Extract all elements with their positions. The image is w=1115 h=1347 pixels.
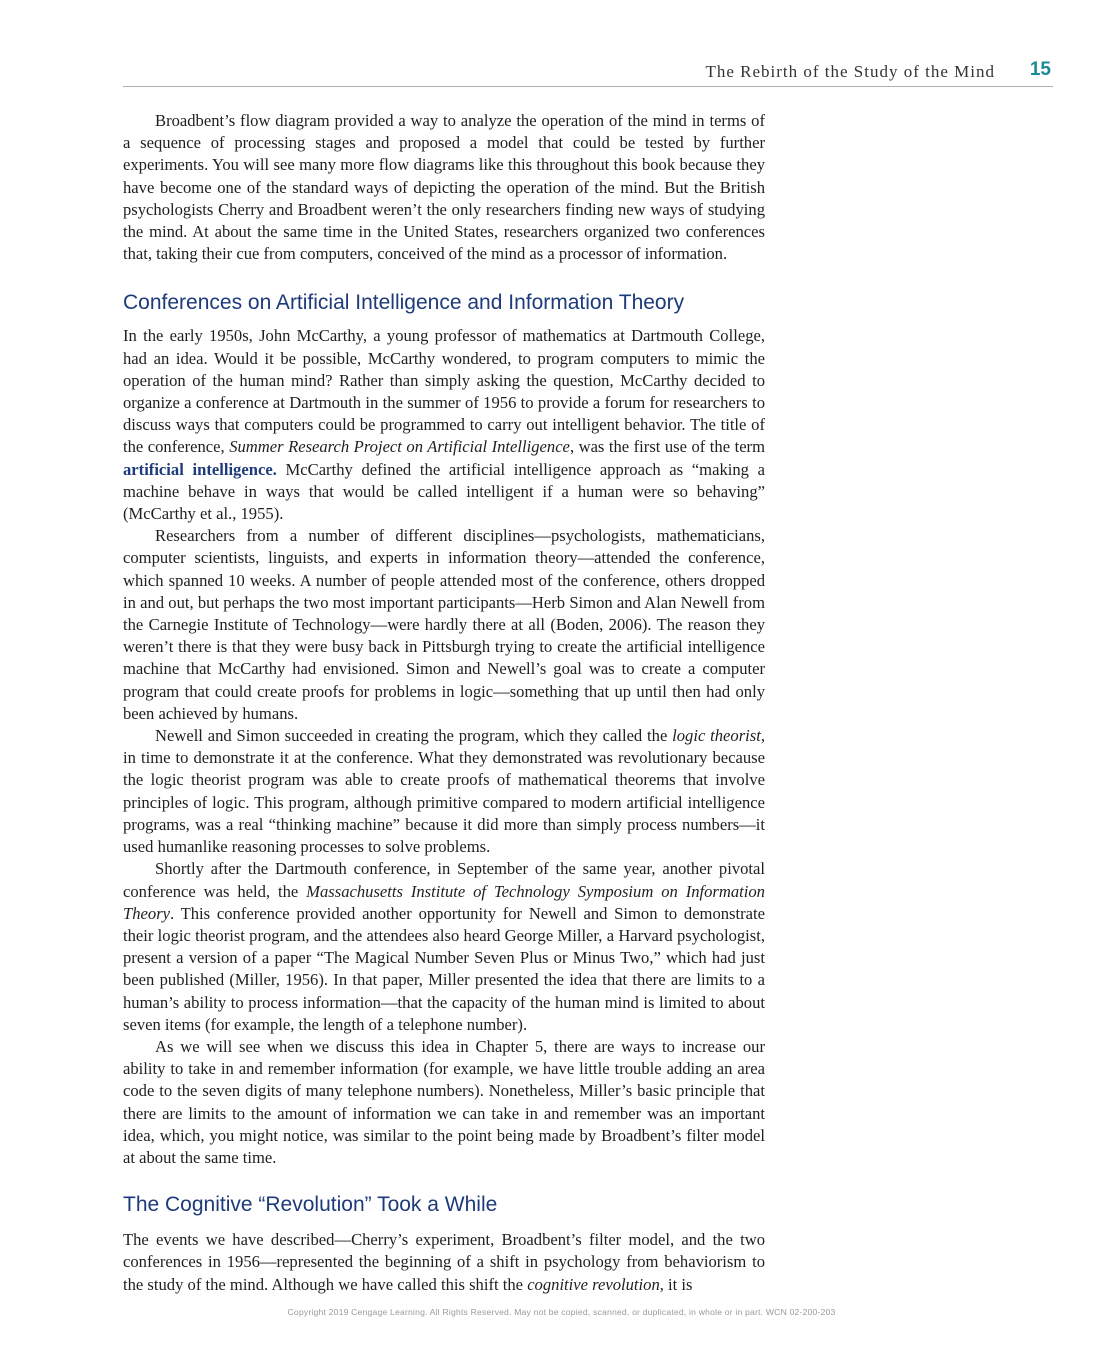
page-number: 15	[1029, 59, 1051, 80]
running-title: The Rebirth of the Study of the Mind	[705, 62, 995, 81]
paragraph-2-text-c: McCarthy defined the artificial intelligence approach as “making a machine behave in ways that would be called intelligent if a human were so behaving” (McCarthy et al., 1955).	[123, 459, 765, 524]
key-term-artificial-intelligence: artificial intelligence.	[123, 459, 277, 479]
section-heading-cognitive-revolution: The Cognitive “Revolution” Took a While	[123, 1193, 498, 1217]
paragraph-7-text-b: , it is	[659, 1274, 693, 1294]
paragraph-3: Researchers from a number of different disciplines—psychologists, mathematicians, computer scientists, linguists, and experts in information theory—attended the conference, which spanned 10 weeks. A number of people attended most of the conference, others dropped in and out, but perhaps the two most important participants—Herb Simon and Alan Newell from the Carnegie Institute of Technology—were hardly there at all (Boden, 2006). The reason they weren’t there is that they were busy back in Pittsburgh trying to create the artificial intelligence machine that McCarthy had envisioned. Simon and Newell’s goal was to create a computer program that could create proofs for problems in logic—something that up until then had only been achieved by humans.	[123, 526, 765, 723]
paragraph-2-text-b: , was the first use of the term	[569, 437, 765, 457]
paragraph-1: Broadbent’s flow diagram provided a way to analyze the operation of the mind in terms of a sequence of processing stages and proposed a model that could be tested by further experiments. You will see many more flow diagrams like this throughout this book because they have become one of the standard ways of depicting the operation of the mind. But the British psychologists Cherry and Broadbent weren’t the only researchers finding new ways of studying the mind. At about the same time in the United States, researchers organized two conferences that, taking their cue from computers, conceived of the mind as a processor of information.	[123, 111, 765, 264]
copyright-text: Copyright 2019 Cengage Learning. All Rights Reserved. May not be copied, scanned, or duplicated, in whole or in part. WCN 02-200-203	[287, 1307, 836, 1317]
section-heading-conferences: Conferences on Artificial Intelligence and Information Theory	[123, 291, 685, 315]
paragraph-5-text-b: . This conference provided another opportunity for Newell and Simon to demonstrate their logic theorist program, and the attendees also heard George Miller, a Harvard psychologist, present a version of a paper “The Magical Number Seven Plus or Minus Two,” which had just been published (Miller, 1956). In that paper, Miller presented the idea that there are limits to a human’s ability to process information—that the capacity of the human mind is limited to about seven items (for example, the length of a telephone number).	[123, 903, 765, 1034]
paragraph-2	[123, 325, 765, 525]
paragraph-4-text-b: , in time to demonstrate it at the conference. What they demonstrated was revolutionary because the logic theorist program was able to create proofs of mathematical theorems that involve principles of logic. This program, although primitive compared to modern artificial intelligence programs, was a real “thinking machine” because it did more than simply process numbers—it used humanlike reasoning processes to solve problems.	[123, 726, 765, 857]
paragraph-6: As we will see when we discuss this idea in Chapter 5, there are ways to increase our ability to take in and remember information (for example, we have little trouble adding an area code to the seven digits of many telephone numbers). Nonetheless, Miller’s basic principle that there are limits to the amount of information we can take in and remember was an important idea, which, you might notice, was similar to the point being made by Broadbent’s filter model at about the same time.	[123, 1036, 765, 1167]
conference-title: Summer Research Project on Artificial Intelligence	[229, 437, 570, 457]
paragraph-4	[123, 725, 765, 858]
paragraph-4-text-a: Newell and Simon succeeded in creating the program, which they called the	[155, 726, 673, 746]
paragraph-7-text-a: The events we have described—Cherry’s experiment, Broadbent’s filter model, and the two conferences in 1956—represented the beginning of a shift in psychology from behaviorism to the study of the mind. Although we have called this shift the	[123, 1230, 765, 1294]
paragraph-5	[123, 858, 765, 1036]
paragraph-5-text-a: Shortly after the Dartmouth conference, in September of the same year, another pivotal conference was held, the	[123, 859, 765, 901]
running-head	[123, 60, 1053, 87]
logic-theorist-term: logic theorist	[672, 726, 761, 746]
cognitive-revolution-term: cognitive revolution	[527, 1274, 660, 1294]
page-content	[123, 110, 765, 1296]
symposium-title: Massachusetts Institute of Technology Symposium on Information Theory	[123, 881, 765, 923]
paragraph-7	[123, 1229, 765, 1296]
copyright-notice	[0, 1307, 1115, 1317]
paragraph-2-text-a: In the early 1950s, John McCarthy, a young professor of mathematics at Dartmouth College, had an idea. Would it be possible, McCarthy wondered, to program computers to mimic the operation of the human mind? Rather than simply asking the question, McCarthy decided to organize a conference at Dartmouth in the summer of 1956 to provide a forum for researchers to discuss ways that computers could be programmed to carry out intelligent behavior. The title of the conference,	[123, 326, 765, 457]
